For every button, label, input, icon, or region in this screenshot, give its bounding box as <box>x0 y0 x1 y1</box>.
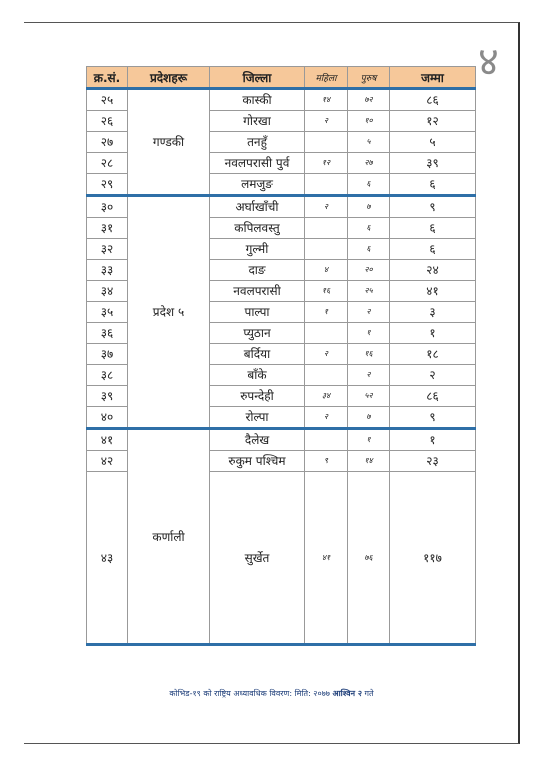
cell-total: १२ <box>390 111 476 132</box>
cell-sn: ३५ <box>87 302 128 323</box>
cell-male: २ <box>348 302 390 323</box>
cell-district: दैलेख <box>210 429 305 451</box>
cell-female <box>305 365 348 386</box>
cell-district: रुकुम पश्चिम <box>210 451 305 472</box>
footer-tail: गते <box>364 689 374 698</box>
cell-female <box>305 323 348 344</box>
cell-female: १२ <box>305 153 348 174</box>
district-cases-table <box>86 66 476 646</box>
cell-total: ११७ <box>390 472 476 645</box>
cell-sn: २६ <box>87 111 128 132</box>
header-total: जम्मा <box>390 67 476 89</box>
cell-total: ८६ <box>390 386 476 407</box>
table-row <box>87 196 476 218</box>
cell-total: २ <box>390 365 476 386</box>
cell-female <box>305 239 348 260</box>
cell-male: २५ <box>348 281 390 302</box>
cell-total: ८६ <box>390 89 476 111</box>
cell-female: २ <box>305 111 348 132</box>
cell-total: २३ <box>390 451 476 472</box>
cell-province: प्रदेश ५ <box>128 196 210 429</box>
cell-sn: ३० <box>87 196 128 218</box>
cell-female: १४ <box>305 89 348 111</box>
cell-female: ३४ <box>305 386 348 407</box>
cell-district: अर्घाखाँची <box>210 196 305 218</box>
cell-total: ९ <box>390 196 476 218</box>
cell-district: नवलपरासी पुर्व <box>210 153 305 174</box>
cell-district: नवलपरासी <box>210 281 305 302</box>
cell-total: ५ <box>390 132 476 153</box>
cell-male: १६ <box>348 344 390 365</box>
cell-male: १ <box>348 429 390 451</box>
cell-total: १८ <box>390 344 476 365</box>
cell-male: ५ <box>348 132 390 153</box>
header-male: पुरुष <box>348 67 390 89</box>
cell-district: दाङ <box>210 260 305 281</box>
cell-total: ९ <box>390 407 476 429</box>
cell-female <box>305 132 348 153</box>
footer <box>0 688 543 699</box>
cell-female <box>305 174 348 196</box>
cell-sn: ३२ <box>87 239 128 260</box>
cell-total: ४१ <box>390 281 476 302</box>
cell-male: १ <box>348 323 390 344</box>
cell-province: कर्णाली <box>128 429 210 645</box>
cell-district: प्युठान <box>210 323 305 344</box>
cell-total: ६ <box>390 239 476 260</box>
cell-district: रुपन्देही <box>210 386 305 407</box>
cell-sn: २५ <box>87 89 128 111</box>
header-sn: क्र.सं. <box>87 67 128 89</box>
cell-male: ६ <box>348 239 390 260</box>
cell-sn: ४३ <box>87 472 128 645</box>
table-body <box>87 89 476 645</box>
cell-male: २० <box>348 260 390 281</box>
cell-female <box>305 429 348 451</box>
header-province: प्रदेशहरू <box>128 67 210 89</box>
cell-male: ५२ <box>348 386 390 407</box>
cell-district: गुल्मी <box>210 239 305 260</box>
cell-sn: ३८ <box>87 365 128 386</box>
cell-female: २ <box>305 196 348 218</box>
cell-sn: ३१ <box>87 218 128 239</box>
cell-sn: ४२ <box>87 451 128 472</box>
cell-sn: २८ <box>87 153 128 174</box>
cell-total: ३९ <box>390 153 476 174</box>
cell-total: १ <box>390 323 476 344</box>
cell-sn: २७ <box>87 132 128 153</box>
cell-female: २ <box>305 344 348 365</box>
cell-male: २ <box>348 365 390 386</box>
cell-male: ६ <box>348 174 390 196</box>
header-female: महिला <box>305 67 348 89</box>
cell-sn: ३६ <box>87 323 128 344</box>
cell-female: २ <box>305 407 348 429</box>
cell-male: ७६ <box>348 472 390 645</box>
cell-sn: २९ <box>87 174 128 196</box>
cell-sn: ३७ <box>87 344 128 365</box>
cell-sn: ३३ <box>87 260 128 281</box>
cell-total: १ <box>390 429 476 451</box>
cell-province: गण्डकी <box>128 89 210 196</box>
cell-total: ६ <box>390 174 476 196</box>
cell-sn: ४१ <box>87 429 128 451</box>
cell-sn: ४० <box>87 407 128 429</box>
cell-male: १४ <box>348 451 390 472</box>
cell-male: ७ <box>348 407 390 429</box>
page-number: ४ <box>478 39 499 85</box>
cell-district: बाँके <box>210 365 305 386</box>
cell-female: १ <box>305 302 348 323</box>
cell-district: सुर्खेत <box>210 472 305 645</box>
table-row <box>87 429 476 451</box>
cell-male: ७२ <box>348 89 390 111</box>
cell-female: ४ <box>305 260 348 281</box>
cell-female: ९ <box>305 451 348 472</box>
cell-district: पाल्पा <box>210 302 305 323</box>
cell-district: रोल्पा <box>210 407 305 429</box>
footer-date: आश्विन २ <box>332 689 362 698</box>
table-row <box>87 89 476 111</box>
table-header-row <box>87 67 476 89</box>
cell-total: २४ <box>390 260 476 281</box>
cell-male: १० <box>348 111 390 132</box>
cell-female: ४१ <box>305 472 348 645</box>
cell-district: तनहुँ <box>210 132 305 153</box>
cell-male: ६ <box>348 218 390 239</box>
cell-total: ६ <box>390 218 476 239</box>
cell-female: १६ <box>305 281 348 302</box>
cell-district: गोरखा <box>210 111 305 132</box>
cell-female <box>305 218 348 239</box>
cell-male: २७ <box>348 153 390 174</box>
cell-district: कास्की <box>210 89 305 111</box>
footer-text: कोभिड-१९ को राष्ट्रिय अध्यावधिक विवरण: मिति: २०७७ <box>169 689 330 698</box>
cell-male: ७ <box>348 196 390 218</box>
cell-district: बर्दिया <box>210 344 305 365</box>
cell-district: कपिलवस्तु <box>210 218 305 239</box>
cell-sn: ३९ <box>87 386 128 407</box>
cell-district: लमजुङ <box>210 174 305 196</box>
cell-sn: ३४ <box>87 281 128 302</box>
header-district: जिल्ला <box>210 67 305 89</box>
cell-total: ३ <box>390 302 476 323</box>
